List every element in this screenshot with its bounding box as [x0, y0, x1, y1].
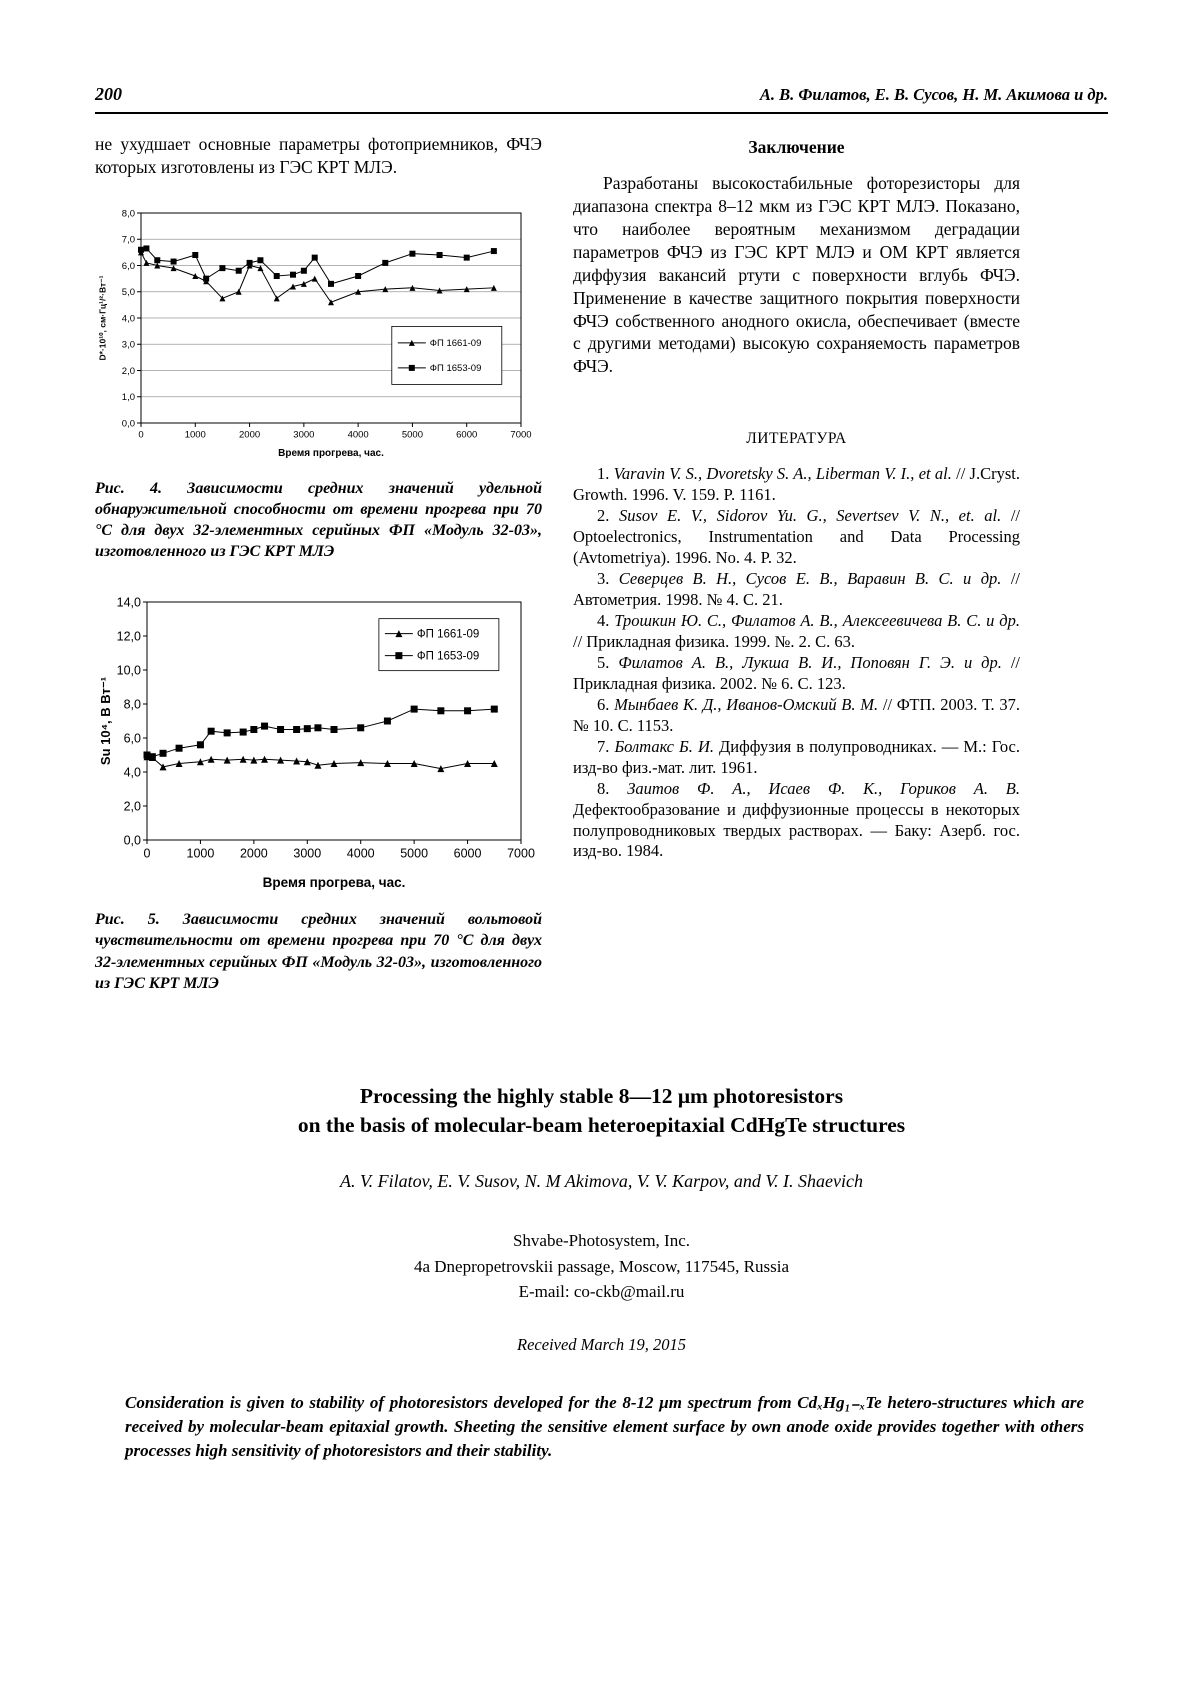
- y-axis-label: Su 10⁴, В Вт⁻¹: [98, 677, 113, 766]
- y-tick-label: 6,0: [123, 731, 141, 746]
- received-date: Received March 19, 2015: [517, 1334, 686, 1354]
- references-list: [573, 464, 1020, 862]
- y-tick-label: 14,0: [116, 595, 141, 610]
- y-tick-label: 2,0: [121, 365, 135, 377]
- address: 4a Dnepropetrovskii passage, Moscow, 117545, Russia: [413, 1256, 790, 1276]
- right-column: [573, 133, 1020, 994]
- intro-paragraph: не ухудшает основные параметры фотоприемников, ФЧЭ которых изготовлены из ГЭС КРТ МЛЭ.: [95, 134, 542, 177]
- article-title-en: [95, 1082, 1108, 1141]
- y-tick-label: 12,0: [116, 629, 141, 644]
- x-tick-label: 2000: [239, 429, 261, 441]
- chart-svg: [95, 203, 535, 461]
- y-tick-label: 10,0: [116, 663, 141, 678]
- legend-label: ФП 1653-09: [416, 650, 480, 663]
- x-tick-label: 3000: [293, 429, 315, 441]
- page-number: 200: [95, 84, 122, 104]
- reference-item: 5. Филатов А. В., Лукша В. И., Поповян Г. Э. и др. // Прикладная физика. 2002. № 6. С. 123.: [573, 652, 1021, 693]
- x-axis-label: Время прогрева, час.: [262, 875, 406, 891]
- reference-item: 4. Трошкин Ю. С., Филатов А. В., Алексеевичева В. С. и др. // Прикладная физика. 1999. №. 2. С. 63.: [573, 610, 1020, 651]
- legend-label: ФП 1661-09: [429, 338, 482, 350]
- x-tick-label: 6000: [453, 846, 482, 861]
- affiliation-block: [95, 1228, 1108, 1305]
- x-axis-label: Время прогрева, час.: [278, 447, 384, 459]
- abstract: Consideration is given to stability of photoresistors developed for the 8-12 μm spectrum from CdₓHg₁₋ₓTe hetero-structures which are received by molecular-beam epitaxial growth. Sheeting the sensitive element surface by own anode oxide provides together with others processes high sensitivity of photoresistors and their stability.: [125, 1392, 1084, 1460]
- references-heading: ЛИТЕРАТУРА: [746, 430, 847, 448]
- figure-5-caption: Рис. 5. Зависимости средних значений вольтовой чувствительности от времени прогрева при 70 °С для двух 32-элементных серийных ФП «Модуль 32-03», изготовленного из ГЭС КРТ МЛЭ: [95, 911, 542, 992]
- authors-line: A. V. Filatov, E. V. Susov, N. M Akimova, V. V. Karpov, and V. I. Shaevich: [340, 1171, 863, 1192]
- reference-item: 3. Северцев В. Н., Сусов Е. В., Варавин В. С. и др. // Автометрия. 1998. № 4. С. 21.: [573, 569, 1020, 610]
- x-tick-label: 1000: [186, 846, 215, 861]
- title-line-2: on the basis of molecular-beam heteroepitaxial CdHgTe structures: [297, 1113, 906, 1138]
- reference-item: 7. Болтакс Б. И. Диффузия в полупроводниках. — М.: Гос. изд-во физ.-мат. лит. 1961.: [573, 736, 1020, 777]
- x-tick-label: 0: [143, 846, 151, 861]
- x-tick-label: 4000: [347, 429, 369, 441]
- y-tick-label: 2,0: [123, 799, 141, 814]
- x-tick-label: 1000: [184, 429, 206, 441]
- page-header: [95, 84, 1108, 114]
- x-tick-label: 5000: [400, 846, 429, 861]
- y-tick-label: 0,0: [121, 418, 135, 430]
- x-tick-label: 5000: [401, 429, 423, 441]
- y-tick-label: 3,0: [121, 339, 135, 351]
- x-tick-label: 0: [138, 429, 144, 441]
- left-column: [95, 133, 542, 994]
- x-tick-label: 7000: [507, 846, 535, 861]
- email: E-mail: co-ckb@mail.ru: [518, 1282, 685, 1302]
- legend-label: ФП 1653-09: [429, 363, 482, 375]
- y-tick-label: 4,0: [123, 765, 141, 780]
- english-section: [95, 1082, 1108, 1463]
- y-tick-label: 6,0: [121, 260, 135, 272]
- y-tick-label: 7,0: [121, 234, 135, 246]
- y-tick-label: 4,0: [121, 313, 135, 325]
- conclusion-paragraph: Разработаны высокостабильные фоторезисторы для диапазона спектра 8–12 мкм из ГЭС КРТ МЛЭ. Показано, что наиболее вероятным механизмом деградации параметров ФЧЭ из ГЭС КРТ МЛЭ и ОМ КРТ является диффузия вакансий ртути с поверхности вглубь ФЧЭ. Применение в качестве защитного покрытия поверхности ФЧЭ собственного анодного окисла, обеспечивает (вместе с другими методами) высокую сохраняемость параметров ФЧЭ.: [573, 173, 1020, 377]
- chart-svg: [95, 590, 535, 892]
- two-column-body: [95, 133, 1108, 994]
- figure-5-chart: [95, 590, 542, 897]
- series-line: [147, 709, 494, 757]
- y-tick-label: 8,0: [121, 208, 135, 220]
- x-tick-label: 7000: [510, 429, 532, 441]
- x-tick-label: 6000: [456, 429, 478, 441]
- reference-item: 2. Susov E. V., Sidorov Yu. G., Severtsev V. N., et. al. // Optoelectronics, Instrumentation and Data Processing (Avtometriya). 1996. No. 4. P. 32.: [573, 506, 1021, 568]
- legend-box: [379, 619, 499, 671]
- legend-label: ФП 1661-09: [416, 628, 480, 641]
- y-tick-label: 8,0: [123, 697, 141, 712]
- y-axis-label: D*·10¹⁰, см·Гц¹/²·Вт⁻¹: [97, 275, 108, 361]
- title-line-1: Processing the highly stable 8—12 μm photoresistors: [359, 1083, 844, 1108]
- reference-item: 8. Заитов Ф. А., Исаев Ф. К., Гориков А. В. Дефектообразование и диффузионные процессы в некоторых полупроводниковых твердых растворах. — Баку: Азерб. гос. изд-во. 1984.: [573, 778, 1021, 861]
- x-tick-label: 4000: [346, 846, 375, 861]
- x-tick-label: 2000: [239, 846, 268, 861]
- affiliation: Shvabe-Photosystem, Inc.: [512, 1231, 691, 1251]
- y-tick-label: 5,0: [121, 286, 135, 298]
- running-head-authors: А. В. Филатов, Е. В. Сусов, Н. М. Акимова и др.: [759, 85, 1108, 104]
- x-tick-label: 3000: [293, 846, 322, 861]
- reference-item: 6. Мынбаев К. Д., Иванов-Омский В. М. // ФТП. 2003. Т. 37. № 10. С. 1153.: [573, 694, 1021, 735]
- y-tick-label: 1,0: [121, 391, 135, 403]
- reference-item: 1. Varavin V. S., Dvoretsky S. A., Liberman V. I., et al. // J.Cryst. Growth. 1996. V. 159. P. 1161.: [573, 464, 1020, 505]
- figure-4-chart: [95, 203, 542, 466]
- y-tick-label: 0,0: [123, 833, 141, 848]
- conclusion-heading: Заключение: [748, 137, 845, 157]
- legend-box: [392, 326, 502, 384]
- figure-4-caption: Рис. 4. Зависимости средних значений удельной обнаружительной способности от времени прогрева при 70 °С для двух 32-элементных серийных ФП «Модуль 32-03», изготовленного из ГЭС КРТ МЛЭ: [95, 479, 542, 561]
